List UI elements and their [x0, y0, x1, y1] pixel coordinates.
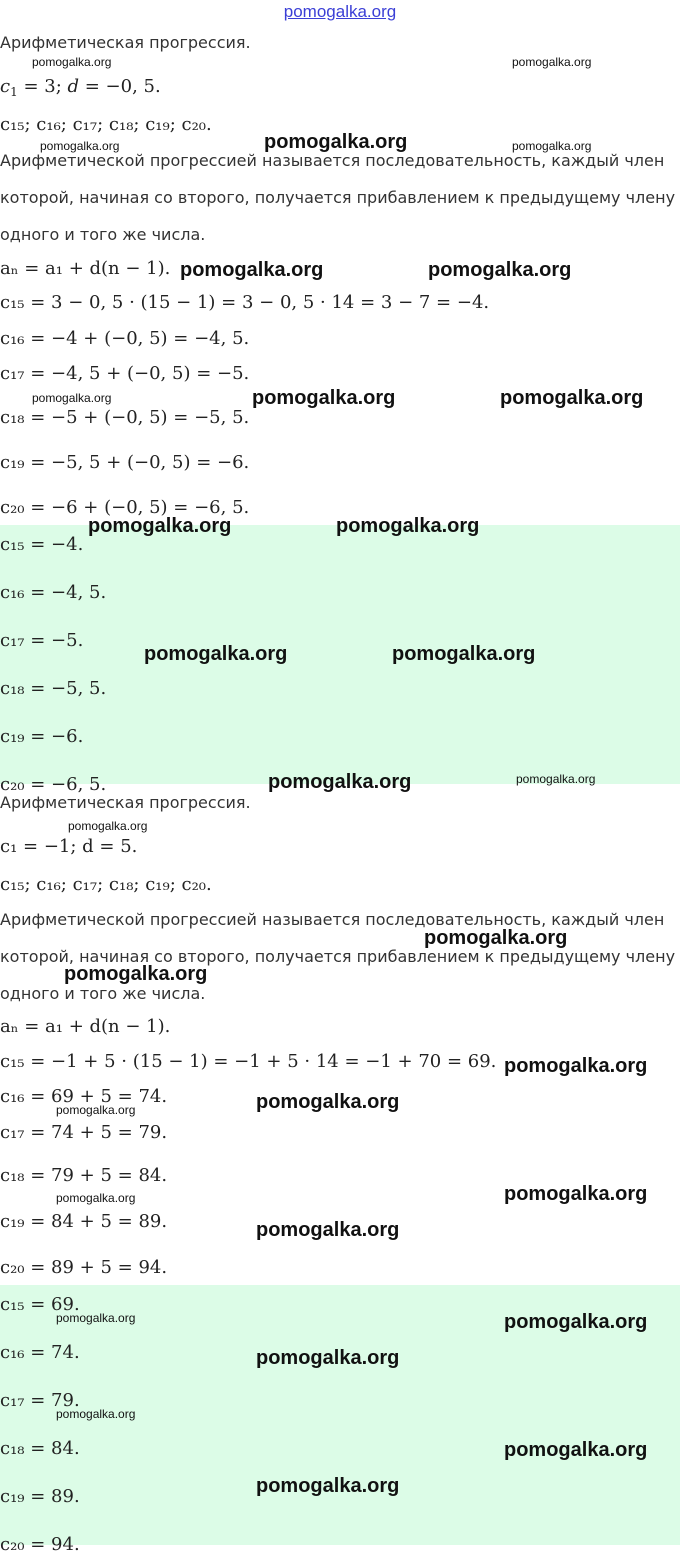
- watermark: pomogalka.org: [68, 819, 148, 833]
- problem2-definition-line3: одного и того же числа.: [0, 984, 206, 1003]
- watermark: pomogalka.org: [512, 55, 592, 69]
- problem2-answer-c16: c₁₆ = 74.: [0, 1342, 80, 1363]
- watermark: pomogalka.org: [504, 1055, 648, 1077]
- problem1-step-c19: c₁₉ = −5, 5 + (−0, 5) = −6.: [0, 452, 250, 473]
- problem1-answer-c20: c₂₀ = −6, 5.: [0, 774, 107, 795]
- problem1-find: c₁₅; c₁₆; c₁₇; c₁₈; c₁₉; c₂₀.: [0, 114, 212, 135]
- problem2-given: c₁ = −1; d = 5.: [0, 836, 138, 857]
- watermark: pomogalka.org: [500, 387, 644, 409]
- problem1-step-c18: c₁₈ = −5 + (−0, 5) = −5, 5.: [0, 407, 250, 428]
- problem1-answer-c15: c₁₅ = −4.: [0, 534, 84, 555]
- problem1-definition-line3: одного и того же числа.: [0, 225, 206, 244]
- problem2-definition-line2: которой, начиная со второго, получается прибавлением к предыдущему члену: [0, 947, 676, 966]
- watermark: pomogalka.org: [504, 1439, 648, 1461]
- watermark: pomogalka.org: [428, 259, 572, 281]
- watermark: pomogalka.org: [56, 1407, 136, 1421]
- problem2-answer-c20: c₂₀ = 94.: [0, 1534, 80, 1555]
- watermark: pomogalka.org: [256, 1475, 400, 1497]
- watermark: pomogalka.org: [88, 515, 232, 537]
- watermark: pomogalka.org: [424, 927, 568, 949]
- watermark: pomogalka.org: [392, 643, 536, 665]
- site-header-link[interactable]: pomogalka.org: [283, 2, 397, 21]
- watermark: pomogalka.org: [32, 391, 112, 405]
- watermark: pomogalka.org: [264, 131, 408, 153]
- problem2-formula: aₙ = a₁ + d(n − 1).: [0, 1016, 171, 1037]
- problem2-step-c19: c₁₉ = 84 + 5 = 89.: [0, 1211, 168, 1232]
- problem2-step-c18: c₁₈ = 79 + 5 = 84.: [0, 1165, 168, 1186]
- watermark: pomogalka.org: [512, 139, 592, 153]
- given-sep: = 3;: [17, 76, 68, 97]
- given-c-sub: 1: [10, 85, 18, 99]
- watermark: pomogalka.org: [256, 1347, 400, 1369]
- problem2-step-c15: c₁₅ = −1 + 5 · (15 − 1) = −1 + 5 · 14 = −1 + 70 = 69.: [0, 1051, 497, 1072]
- watermark: pomogalka.org: [256, 1091, 400, 1113]
- problem1-answer-c16: c₁₆ = −4, 5.: [0, 582, 107, 603]
- watermark: pomogalka.org: [504, 1183, 648, 1205]
- watermark: pomogalka.org: [252, 387, 396, 409]
- problem1-step-c16: c₁₆ = −4 + (−0, 5) = −4, 5.: [0, 328, 250, 349]
- problem1-definition-line1: Арифметической прогрессией называется последовательность, каждый член: [0, 151, 665, 170]
- watermark: pomogalka.org: [64, 963, 208, 985]
- problem2-find: c₁₅; c₁₆; c₁₇; c₁₈; c₁₉; c₂₀.: [0, 874, 212, 895]
- watermark: pomogalka.org: [180, 259, 324, 281]
- problem1-formula: aₙ = a₁ + d(n − 1).: [0, 258, 171, 279]
- problem1-step-c20: c₂₀ = −6 + (−0, 5) = −6, 5.: [0, 497, 250, 518]
- problem2-step-c17: c₁₇ = 74 + 5 = 79.: [0, 1122, 168, 1143]
- watermark: pomogalka.org: [40, 139, 120, 153]
- problem2-step-c16: c₁₆ = 69 + 5 = 74.: [0, 1086, 168, 1107]
- problem1-given: [0, 76, 161, 99]
- problem2-answer-c19: c₁₉ = 89.: [0, 1486, 80, 1507]
- problem1-step-c17: c₁₇ = −4, 5 + (−0, 5) = −5.: [0, 363, 250, 384]
- watermark: pomogalka.org: [516, 772, 596, 786]
- problem2-step-c20: c₂₀ = 89 + 5 = 94.: [0, 1257, 168, 1278]
- problem1-answer-c17: c₁₇ = −5.: [0, 630, 84, 651]
- watermark: pomogalka.org: [268, 771, 412, 793]
- problem1-answer-c19: c₁₉ = −6.: [0, 726, 84, 747]
- given-c: c: [0, 76, 11, 97]
- watermark: pomogalka.org: [56, 1311, 136, 1325]
- problem2-answer-c18: c₁₈ = 84.: [0, 1438, 80, 1459]
- problem1-answer-box: [0, 525, 680, 795]
- problem2-title: Арифметическая прогрессия.: [0, 793, 251, 812]
- watermark: pomogalka.org: [504, 1311, 648, 1333]
- problem2-answer-c17: c₁₇ = 79.: [0, 1390, 80, 1411]
- watermark: pomogalka.org: [56, 1103, 136, 1117]
- problem1-answer-c18: c₁₈ = −5, 5.: [0, 678, 107, 699]
- watermark: pomogalka.org: [256, 1219, 400, 1241]
- watermark: pomogalka.org: [32, 55, 112, 69]
- problem1-definition-line2: которой, начиная со второго, получается прибавлением к предыдущему члену: [0, 188, 676, 207]
- watermark: pomogalka.org: [56, 1191, 136, 1205]
- problem1-title: Арифметическая прогрессия.: [0, 33, 251, 52]
- problem1-step-c15: c₁₅ = 3 − 0, 5 · (15 − 1) = 3 − 0, 5 · 14 = 3 − 7 = −4.: [0, 292, 490, 313]
- problem2-answer-c15: c₁₅ = 69.: [0, 1294, 80, 1315]
- watermark: pomogalka.org: [144, 643, 288, 665]
- given-d-value: = −0, 5.: [79, 76, 161, 97]
- problem2-definition-line1: Арифметической прогрессией называется последовательность, каждый член: [0, 910, 665, 929]
- given-d: d: [67, 76, 80, 97]
- watermark: pomogalka.org: [336, 515, 480, 537]
